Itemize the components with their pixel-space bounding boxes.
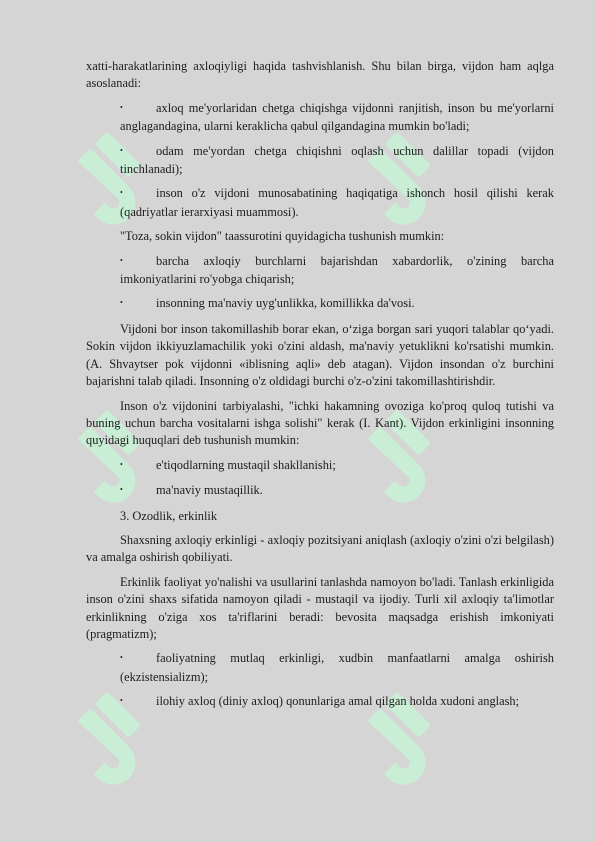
- paragraph-vijdon: Vijdoni bor inson takomillashib borar ekan, o‘ziga borgan sari yuqori talablar qo‘yadi. Sokin vijdon ikkiyuzlamachilik yoki o'zini aldash, ma'naviy yetuklikni ko'rsatishi mumkin. (A. Shvaytser pok vijdonni «iblisning aqli» deb atagan). Vijdon insondan o'z burchini bajarishni talab qiladi. Insonning o'z oldidagi burchi o'z-o'zini takomillashtirishdir.: [86, 321, 554, 389]
- list-item-text: barcha axloqiy burchlarni bajarishdan xabardorlik, o'zining barcha imkoniyatlarini ro'yobga chiqarish;: [120, 253, 554, 287]
- paragraph-erkinlik: Erkinlik faoliyat yo'nalishi va usullarini tanlashda namoyon bo'ladi. Tanlash erkinligida inson o'zini shaxs sifatida namoyon qiladi - mustaqil va ijodiy. Turli xil axloqiy ta'limotlar erkinlikning o'ziga xos ta'riflarini beradi: bevosita maqsadga erishish imkoniyati (pragmatizm);: [86, 574, 554, 641]
- list-item-text: insonning ma'naviy uyg'unlikka, komillikka da'vosi.: [156, 296, 415, 311]
- list-item: [120, 143, 554, 179]
- list-item-text: inson o'z vijdoni munosabatining haqiqatiga ishonch hosil qilishi kerak (qadriyatlar ierarxiyasi muammosi).: [120, 186, 554, 219]
- list-item: [120, 100, 554, 136]
- list-item: [120, 650, 554, 686]
- list-item-text: e'tiqodlarning mustaqil shakllanishi;: [156, 457, 336, 472]
- bullet-icon: [120, 457, 156, 475]
- list-item-text: odam me'yordan chetga chiqishni oqlash uchun dalillar topadi (vijdon tinchlanadi);: [120, 143, 554, 177]
- bullet-icon: [120, 482, 156, 500]
- bullet-icon: [120, 100, 156, 118]
- bullet-icon: [120, 185, 156, 203]
- section-heading: 3. Ozodlik, erkinlik: [120, 508, 218, 523]
- bullet-icon: [120, 253, 156, 271]
- list-item: [120, 457, 554, 475]
- list-item-text: axloq me'yorlaridan chetga chiqishga vijdonni ranjitish, inson bu me'yorlarni anglagandagina, ularni keraklicha qabul qilgandagina mumkin bo'ladi;: [120, 100, 554, 134]
- paragraph-intro: xatti-harakatlarining axloqiyligi haqida tashvishlanish. Shu bilan birga, vijdon ham aqlga asoslanadi:: [86, 59, 554, 91]
- list-item: [120, 253, 554, 289]
- paragraph-shaxs: Shaxsning axloqiy erkinligi - axloqiy pozitsiyani aniqlash (axloqiy o'zini o'zi belgilash) va amalga oshirish qobiliyati.: [86, 532, 554, 565]
- document-body: [86, 58, 554, 719]
- list-item: [120, 482, 554, 500]
- bullet-icon: [120, 650, 156, 668]
- list-item-text: ma'naviy mustaqillik.: [156, 483, 263, 498]
- bullet-icon: [120, 693, 156, 711]
- list-item: [120, 185, 554, 221]
- list-item-text: ilohiy axloq (diniy axloq) qonunlariga amal qilgan holda xudoni anglash;: [156, 694, 520, 709]
- bullet-icon: [120, 143, 156, 161]
- list-item: [120, 693, 554, 711]
- list-item-text: faoliyatning mutlaq erkinligi, xudbin manfaatlarni amalga oshirish (ekzistensializm);: [120, 651, 554, 684]
- list-item: [120, 295, 554, 313]
- bullet-icon: [120, 295, 156, 313]
- paragraph-kant: Inson o'z vijdonini tarbiyalashi, "ichki hakamning ovoziga ko'proq quloq tutishi va buning uchun barcha vositalarni ishga solishi" kerak (I. Kant). Vijdon erkinligini insonning quyidagi huquqlari deb tushunish mumkin:: [86, 398, 554, 448]
- paragraph-toza: "Toza, sokin vijdon" taassurotini quyidagicha tushunish mumkin:: [120, 229, 445, 244]
